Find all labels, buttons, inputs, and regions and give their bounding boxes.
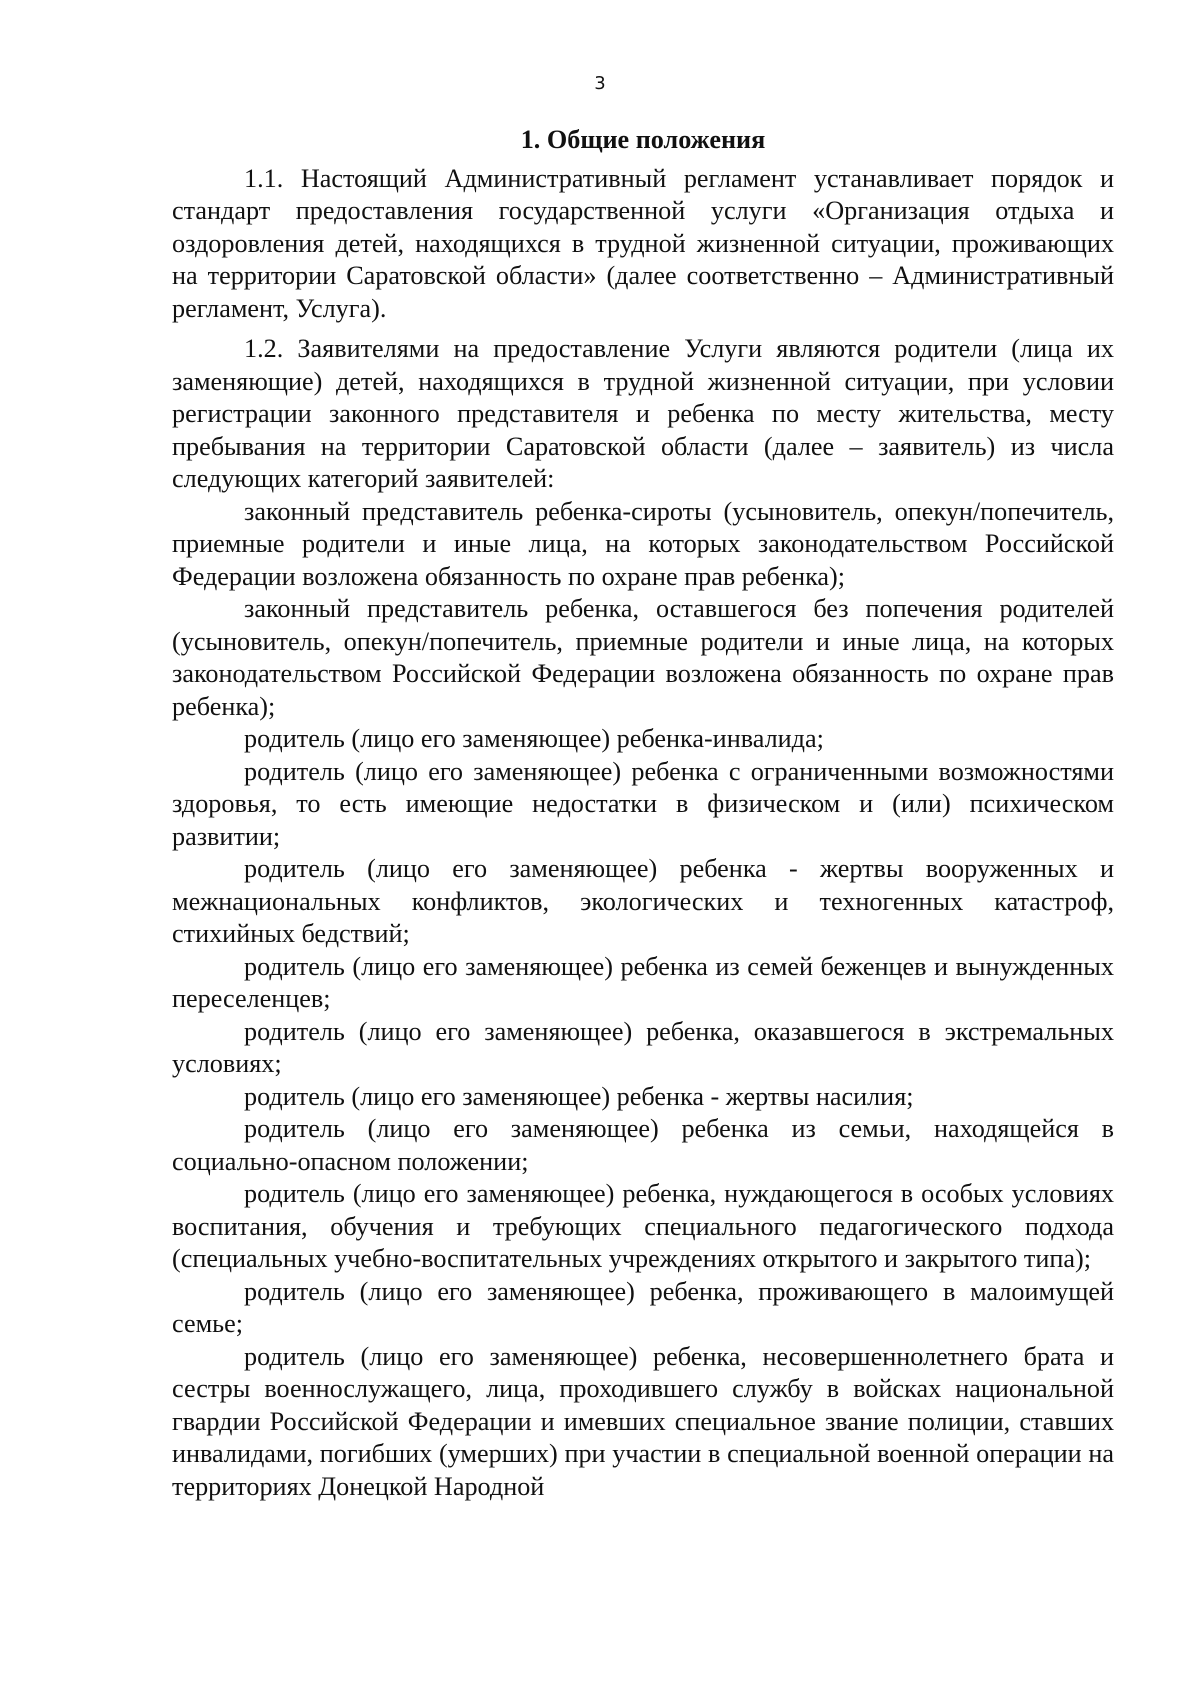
- list-item: родитель (лицо его заменяющее) ребенка из семьи, находящейся в социально-опасном положении;: [172, 1114, 1114, 1176]
- list-item: родитель (лицо его заменяющее) ребенка, оказавшегося в экстремальных условиях;: [172, 1016, 1114, 1078]
- section-heading: 1. Общие положения: [520, 125, 766, 154]
- list-item: законный представитель ребенка-сироты (усыновитель, опекун/попечитель, приемные родители и иные лица, на которых законодательством Российской Федерации возложена обязанность по охране прав ребенка);: [172, 496, 1114, 591]
- page-number: 3: [594, 73, 606, 94]
- list-item: родитель (лицо его заменяющее) ребенка, несовершеннолетнего брата и сестры военнослужащего, лица, проходившего службу в войсках национальной гвардии Российской Федерации и имевших специальное звание полиции, ставших инвалидами, погибших (умерших) при участии в специальной военной операции на территориях Донецкой Народной: [172, 1341, 1114, 1501]
- paragraph-1-2: 1.2. Заявителями на предоставление Услуги являются родители (лица их заменяющие) детей, находящихся в трудной жизненной ситуации, при условии регистрации законного представителя и ребенка по месту жительства, месту пребывания на территории Саратовской области (далее – заявитель) из числа следующих категорий заявителей:: [172, 334, 1114, 493]
- paragraph-1-1: 1.1. Настоящий Административный регламент устанавливает порядок и стандарт предоставления государственной услуги «Организация отдыха и оздоровления детей, находящихся в трудной жизненной ситуации, проживающих на территории Саратовской области» (далее соответственно – Административный регламент, Услуга).: [172, 163, 1114, 323]
- list-item: родитель (лицо его заменяющее) ребенка, проживающего в малоимущей семье;: [172, 1276, 1114, 1338]
- list-item: родитель (лицо его заменяющее) ребенка - жертвы насилия;: [244, 1081, 914, 1111]
- list-item: родитель (лицо его заменяющее) ребенка, нуждающегося в особых условиях воспитания, обучения и требующих специального педагогического подхода (специальных учебно-воспитательных учреждениях открытого и закрытого типа);: [172, 1179, 1114, 1273]
- list-item: родитель (лицо его заменяющее) ребенка - жертвы вооруженных и межнациональных конфликтов, экологических и техногенных катастроф, стихийных бедствий;: [172, 854, 1114, 948]
- list-item: родитель (лицо его заменяющее) ребенка с ограниченными возможностями здоровья, то есть имеющие недостатки в физическом и (или) психическом развитии;: [172, 756, 1114, 851]
- list-item: родитель (лицо его заменяющее) ребенка из семей беженцев и вынужденных переселенцев;: [172, 951, 1114, 1013]
- list-item: законный представитель ребенка, оставшегося без попечения родителей (усыновитель, опекун/попечитель, приемные родители и иные лица, на которых законодательством Российской Федерации возложена обязанность по охране прав ребенка);: [172, 594, 1114, 721]
- document-body: [172, 124, 1114, 1503]
- list-item: родитель (лицо его заменяющее) ребенка-инвалида;: [244, 724, 824, 753]
